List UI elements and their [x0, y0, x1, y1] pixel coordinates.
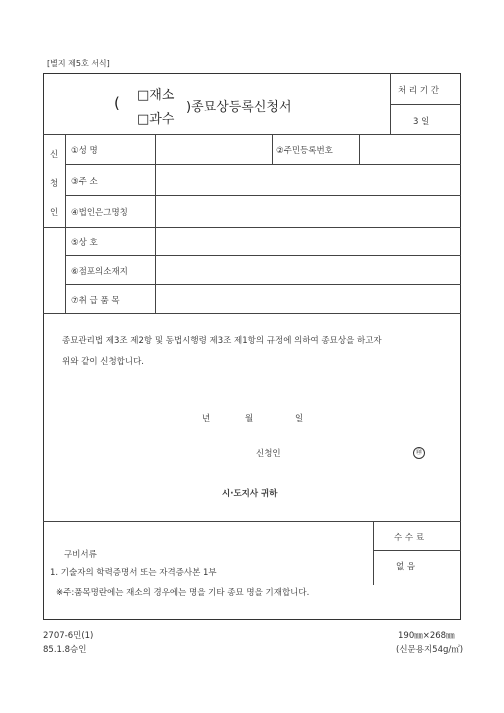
- divider: [65, 164, 461, 165]
- statement-line: 위와 같이 신청합니다.: [62, 357, 145, 367]
- field-label-trade-name: ⑤상 호: [71, 238, 98, 248]
- applicant-label: 신청인: [256, 449, 281, 459]
- divider: [43, 313, 461, 314]
- paper-size: 190㎜×268㎜: [398, 631, 455, 641]
- date-day: 일: [295, 414, 304, 424]
- divider: [65, 134, 66, 313]
- fee-label: 수 수 료: [394, 533, 425, 543]
- divider: [359, 134, 360, 164]
- required-document-item: 1. 기술자의 학력증명서 또는 자격증사본 1부: [50, 568, 217, 578]
- statement-line: 종묘관리법 제3조 제2항 및 동법시행령 제3조 제1항의 규정에 의하여 종묘상을 하고자: [62, 336, 382, 346]
- divider: [155, 134, 156, 313]
- title-option-gwasu: □과수: [137, 112, 175, 127]
- applicant-group-char: 신: [50, 150, 59, 160]
- divider: [43, 521, 461, 522]
- processing-period-value: 3 일: [413, 117, 430, 127]
- page-title: )종묘상등록신청서: [186, 100, 292, 115]
- applicant-group-char: 인: [50, 208, 59, 218]
- divider: [272, 134, 273, 164]
- seal-mark: ㊞: [413, 447, 425, 459]
- required-documents-heading: 구비서류: [64, 550, 97, 560]
- divider: [65, 195, 461, 196]
- field-label-address: ③주 소: [71, 177, 98, 187]
- form-number: 2707-6민(1): [43, 631, 94, 641]
- fee-value: 없 음: [396, 562, 416, 572]
- paper-type: (신문용지54g/㎡): [396, 645, 464, 655]
- divider: [43, 134, 461, 135]
- field-label-name: ①성 명: [71, 146, 98, 156]
- divider: [373, 550, 461, 551]
- processing-period-label: 처 리 기 간: [398, 86, 439, 96]
- divider: [390, 73, 391, 134]
- title-option-jaeso: □재소: [137, 88, 175, 103]
- divider: [43, 227, 461, 228]
- applicant-group-char: 청: [50, 179, 59, 189]
- date-year: 년: [202, 414, 211, 424]
- addressee: 시·도지사 귀하: [222, 489, 278, 499]
- divider: [390, 104, 461, 105]
- divider: [65, 284, 461, 285]
- date-month: 월: [245, 414, 254, 424]
- field-label-items: ⑦취 급 품 목: [71, 296, 120, 306]
- note: ※주:품목명란에는 재소의 경우에는 명을 기타 종묘 명을 기재합니다.: [56, 588, 310, 598]
- divider: [65, 255, 461, 256]
- field-label-resident-no: ②주민등록번호: [276, 146, 333, 156]
- divider: [373, 521, 374, 585]
- approval-date: 85.1.8승인: [43, 645, 87, 655]
- form-label: [별지 제5호 서식]: [47, 59, 110, 68]
- field-label-shop-location: ⑥점포의소재지: [71, 267, 128, 277]
- field-label-corp-name: ④법인은그명칭: [71, 208, 128, 218]
- title-paren: (: [114, 94, 120, 112]
